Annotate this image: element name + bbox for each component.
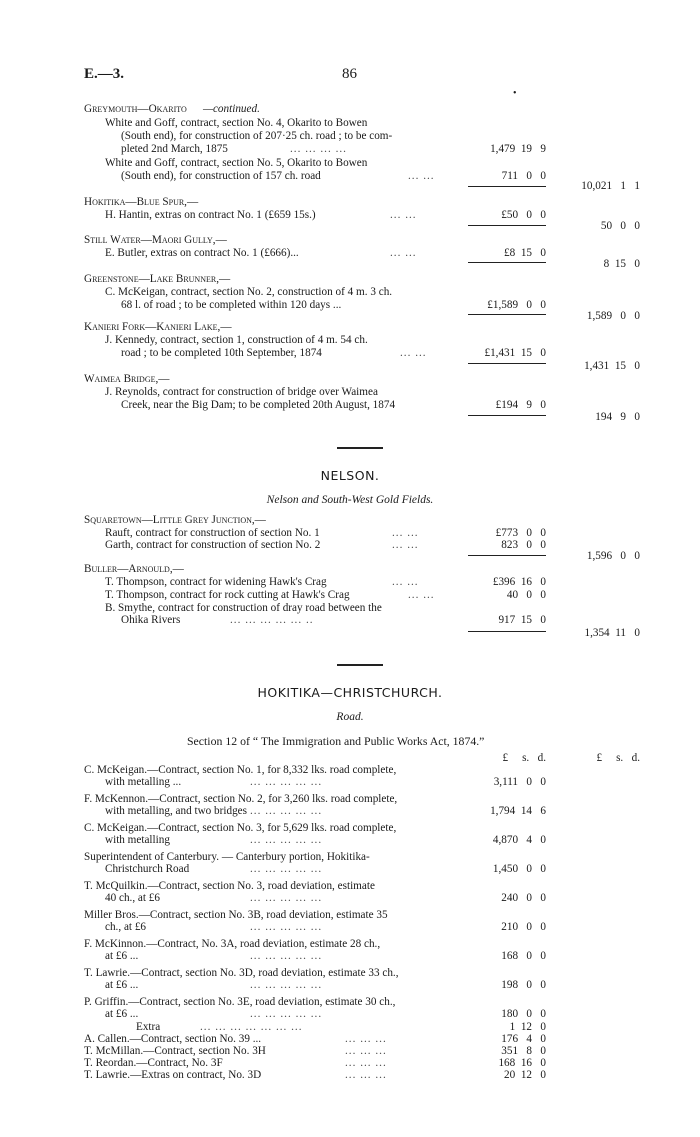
contract-description-cont: ch., at £6 [105,921,147,933]
amount: 4,870 4 0 [492,834,546,846]
total-line [0,180,700,193]
amount: 1,479 19 9 [490,143,546,155]
table-row: with metalling, and two bridges ... ... ... ... ... 1,794 14 6 [105,805,546,817]
section-note: Section 12 of “ The Immigration and Public Works Act, 1874.” [187,734,485,748]
section-title-hokitika-christchurch: HOKITIKA—CHRISTCHURCH. [257,685,443,700]
text-line: Rauft, contract for construction of section No. 1 ... ... £773 0 0 [105,527,546,539]
section-heading-waimea: Waimea Bridge,— [84,373,170,385]
amount: 176 4 0 [501,1033,546,1045]
text-line: Ohika Rivers ... ... ... ... ... .. 917 15 0 [121,614,546,626]
amount: £50 0 0 [501,209,546,221]
section-subtitle-road: Road. [336,711,364,723]
amount: 1,794 14 6 [490,805,546,817]
text-line: (South end), for construction of 157 ch. road ... ... 711 0 0 [121,170,546,182]
contract-description: F. McKinnon.—Contract, No. 3A, road deviation, estimate 28 ch., [84,938,381,950]
section-heading-kanieri: Kanieri Fork—Kanieri Lake,— [84,321,232,333]
section-heading-blue-spur: Hokitika—Blue Spur,— [84,196,199,208]
total-line [0,627,700,640]
section-title-nelson: NELSON. [320,468,380,483]
amount: 240 0 0 [501,892,546,904]
document-reference: E.—3. [84,66,125,82]
section-divider [337,664,383,666]
amount: £396 16 0 [492,576,546,588]
contract-description: T. Lawrie.—Contract, section No. 3D, road deviation, estimate 33 ch., [84,967,399,979]
table-row: Extra ... ... ... ... ... ... ... 1 12 0 [136,1021,546,1033]
contract-description-cont: with metalling, and two bridges [105,805,247,817]
table-row: T. Lawrie.—Extras on contract, No. 3D ... ... ... 20 12 0 [84,1069,546,1081]
contract-description: P. Griffin.—Contract, section No. 3E, road deviation, estimate 30 ch., [84,996,396,1008]
total-amount: 1,589 0 0 [586,310,640,322]
table-row: at £6 ... ... ... ... ... ... 168 0 0 [105,950,546,962]
amount: 917 15 0 [498,614,546,626]
text-line: C. McKeigan, contract, section No. 2, construction of 4 m. 3 ch. [105,286,393,298]
contract-description: Superintendent of Canterbury. — Canterbury portion, Hokitika- [84,851,370,863]
text-line: T. Thompson, contract for widening Hawk's Crag ... ... £396 16 0 [105,576,546,588]
table-row: at £6 ... ... ... ... ... ... 180 0 0 [105,1008,546,1020]
table-row: ch., at £6 ... ... ... ... ... 210 0 0 [105,921,546,933]
amount: 1,450 0 0 [492,863,546,875]
table-row: Christchurch Road ... ... ... ... ... 1,450 0 0 [105,863,546,875]
amount: 210 0 0 [501,921,546,933]
text-line: pleted 2nd March, 1875 ... ... ... ... 1,479 19 9 [121,143,546,155]
table-row: with metalling ... ... ... ... ... 4,870 4 0 [105,834,546,846]
section-divider [337,447,383,449]
total-line [0,360,700,373]
total-line [0,411,700,424]
text-line: Creek, near the Big Dam; to be completed 20th August, 1874 £194 9 0 [121,399,546,411]
table-row: A. Callen.—Contract, section No. 39 ... ... ... ... 176 4 0 [84,1033,546,1045]
amount: 168 16 0 [498,1057,546,1069]
total-line [0,258,700,271]
contract-description-cont: Christchurch Road [105,863,190,875]
section-heading-buller: Buller—Arnould,— [84,563,184,575]
amount: £1,589 0 0 [487,299,546,311]
section-heading-greenstone: Greenstone—Lake Brunner,— [84,273,231,285]
contract-description-cont: with metalling [105,834,170,846]
table-row: T. Reordan.—Contract, No. 3F ... ... ... 168 16 0 [84,1057,546,1069]
amount: £194 9 0 [495,399,546,411]
contract-description: C. McKeigan.—Contract, section No. 3, for 5,629 lks. road complete, [84,822,397,834]
contract-description-cont: at £6 ... [105,950,139,962]
total-amount: 1,596 0 0 [586,550,640,562]
page-number: 86 [342,66,357,82]
section-subtitle-nelson: Nelson and South-West Gold Fields. [266,494,434,506]
amount: 823 0 0 [501,539,546,551]
section-heading-squaretown: Squaretown—Little Grey Junction,— [84,514,266,526]
text-line: E. Butler, extras on contract No. 1 (£666)... ... ... £8 15 0 [105,247,546,259]
total-amount: 50 0 0 [600,220,640,232]
contract-description: F. McKennon.—Contract, section No. 2, for 3,260 lks. road complete, [84,793,398,805]
contract-description: T. McQuilkin.—Contract, section No. 3, road deviation, estimate [84,880,375,892]
amount: 3,111 0 0 [493,776,546,788]
contract-description-cont: at £6 ... [105,1008,139,1020]
total-line [0,220,700,233]
text-line: B. Smythe, contract for construction of dray road between the [105,602,382,614]
contract-description: Miller Bros.—Contract, section No. 3B, road deviation, estimate 35 [84,909,388,921]
table-row: T. McMillan.—Contract, section No. 3H ... ... ... 351 8 0 [84,1045,546,1057]
text-line: J. Reynolds, contract for construction of bridge over Waimea [105,386,378,398]
contract-description: T. McMillan.—Contract, section No. 3H [84,1045,266,1057]
contract-description: T. Lawrie.—Extras on contract, No. 3D [84,1069,262,1081]
text-line: J. Kennedy, contract, section 1, construction of 4 m. 54 ch. [105,334,368,346]
total-amount: 8 15 0 [603,258,640,270]
amount: 180 0 0 [501,1008,546,1020]
contract-description: C. McKeigan.—Contract, section No. 1, for 8,332 lks. road complete, [84,764,397,776]
table-row: with metalling ... ... ... ... ... ... 3,111 0 0 [105,776,546,788]
amount: 351 8 0 [501,1045,546,1057]
contract-description-cont: 40 ch., at £6 [105,892,160,904]
section-heading-greymouth: Greymouth—Okarito —continued. [84,103,260,115]
text-line: White and Goff, contract, section No. 5, Okarito to Bowen [105,157,368,169]
total-amount: 194 9 0 [595,411,640,423]
total-amount: 10,021 1 1 [581,180,640,192]
text-line: road ; to be completed 10th September, 1874 ... ... £1,431 15 0 [121,347,546,359]
text-line: Garth, contract for construction of section No. 2 ... ... 823 0 0 [105,539,546,551]
column-header-items: £ s. d. [502,752,546,764]
total-amount: 1,354 11 0 [584,627,640,639]
amount: 20 12 0 [504,1069,546,1081]
extra-label: Extra [136,1021,161,1033]
text-line: 68 l. of road ; to be completed within 120 days ... £1,589 0 0 [121,299,546,311]
amount: 711 0 0 [501,170,546,182]
total-amount: 1,431 15 0 [584,360,640,372]
amount: 40 0 0 [506,589,546,601]
text-line: T. Thompson, contract for rock cutting at Hawk's Crag ... ... 40 0 0 [105,589,546,601]
amount: 168 0 0 [501,950,546,962]
total-line [0,550,700,563]
contract-description-cont: with metalling ... [105,776,182,788]
contract-description-cont: at £6 ... [105,979,139,991]
table-row: at £6 ... ... ... ... ... ... 198 0 0 [105,979,546,991]
amount: £8 15 0 [504,247,546,259]
text-line: (South end), for construction of 207·25 ch. road ; to be com- [121,130,393,142]
column-header-totals: £ s. d. [596,752,640,764]
contract-description: A. Callen.—Contract, section No. 39 ... [84,1033,262,1045]
amount: 1 12 0 [509,1021,546,1033]
amount: 198 0 0 [501,979,546,991]
amount: £1,431 15 0 [484,347,546,359]
ink-dot: • [513,88,517,99]
contract-description: T. Reordan.—Contract, No. 3F [84,1057,223,1069]
table-row: 40 ch., at £6 ... ... ... ... ... 240 0 0 [105,892,546,904]
text-line: White and Goff, contract, section No. 4, Okarito to Bowen [105,117,368,129]
amount: £773 0 0 [495,527,546,539]
text-line: H. Hantin, extras on contract No. 1 (£659 15s.) ... ... £50 0 0 [105,209,546,221]
section-heading-still-water: Still Water—Maori Gully,— [84,234,227,246]
